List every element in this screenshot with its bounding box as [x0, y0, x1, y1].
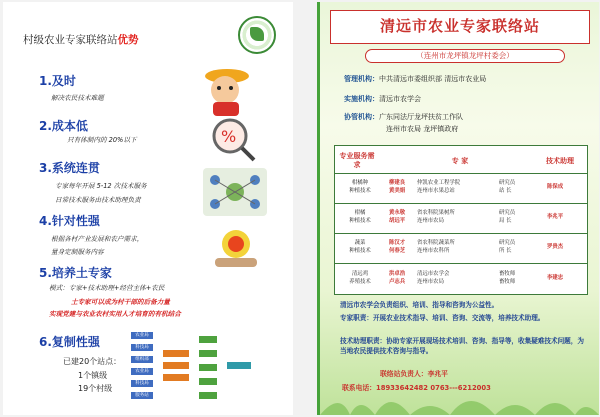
assistant-name: 李兆平 [547, 214, 564, 220]
expert-names: 洪卓浩 卢志兵 [389, 271, 406, 285]
flow-box: 组织部 [131, 356, 153, 363]
section-sub-2: 只有体制内的 20%以下 [67, 136, 137, 144]
table-header-need: 专业服务需求 [339, 152, 375, 169]
para-expert-duty: 专家职责：开展农业技术指导、培训、咨询、交流等，培养技术助理。 [340, 314, 545, 322]
table-row [335, 263, 587, 295]
flow-box-right [199, 350, 217, 357]
section-heading-1: 1.及时 [39, 74, 76, 88]
section-heading-5: 5.培养土专家 [39, 266, 112, 280]
para-assistant-duty: 技术助理职责：协助专家开展现场技术培训、咨询、指导等，收集疑难技术问题，为当地农民提供技术咨询与指导。 [340, 337, 584, 355]
expert-table [334, 145, 588, 295]
section-sub-3a: 专家每年开展 5-12 次技术服务 [55, 182, 147, 190]
grass-decoration-icon [320, 381, 599, 415]
flow-box: 科技局 [131, 380, 153, 387]
section-sub-6c: 19个村级 [78, 384, 113, 393]
flow-box-right [199, 364, 217, 371]
section-sub-4a: 根据各村产业发展和农户需求， [51, 235, 144, 243]
cartoon-farmer-icon [199, 62, 255, 118]
expert-units: 省农科院果树所 连州市农局 [417, 210, 455, 224]
assistant-name: 李建忠 [547, 275, 564, 281]
table-row [335, 233, 587, 263]
table-header-experts: 专 家 [451, 157, 469, 165]
flow-box-right [199, 336, 217, 343]
section-sub-6b: 1个镇级 [78, 371, 108, 380]
para-association: 清远市农学会负责组织、培训、指导和咨询为公益性。 [340, 301, 499, 309]
contact-phone: 联系电话：18933642482 0763---6212003 [342, 384, 491, 392]
section-red-5b: 实现党建与农业农村实用人才培育的有机结合 [49, 310, 181, 318]
section-heading-2: 2.成本低 [39, 119, 88, 133]
flow-box-center [163, 374, 189, 381]
expert-titles: 研究员 局 长 [499, 210, 516, 224]
flow-box-end [227, 362, 251, 369]
org-line-2: 实施机构：清远市农学会 [344, 95, 421, 103]
section-sub-3b: 日常技术服务由技术助理负责 [55, 196, 141, 204]
section-red-5a: 土专家可以成为村干部的后备力量 [71, 298, 170, 306]
assistant-name: 陈保成 [547, 184, 564, 190]
station-subtitle: （连州市龙坪镇龙坪村委会） [365, 49, 565, 63]
table-header-assistant: 技术助理 [546, 157, 574, 165]
table-row [335, 203, 587, 233]
flow-box-center [163, 362, 189, 369]
flow-box: 农业局 [131, 332, 153, 339]
expert-names: 柳建良 黄美娟 [389, 180, 406, 194]
flow-box: 农业局 [131, 368, 153, 375]
assistant-name: 罗贵杰 [547, 244, 564, 250]
expert-units: 省农科院蔬菜所 连州市农科所 [417, 240, 455, 254]
need-cell: 蔬菜 种植技术 [349, 240, 371, 254]
section-heading-3: 3.系统连贯 [39, 161, 100, 175]
expert-names: 陈汉才 何春芝 [389, 240, 406, 254]
magnifier-discount-icon [206, 114, 258, 162]
right-brochure-panel [317, 2, 599, 415]
section-sub-1: 解决农民技术难题 [51, 94, 104, 102]
need-cell: 柑橘 种植技术 [349, 210, 371, 224]
flow-box: 科技局 [131, 344, 153, 351]
handshake-target-icon [209, 226, 263, 270]
expert-units: 仲凯农业工程学院 连州市水果总站 [417, 180, 461, 194]
station-title: 清远市农业专家联络站 [330, 10, 590, 44]
flow-box-right [199, 378, 217, 385]
flow-box-center [163, 350, 189, 357]
expert-titles: 研究员 站 长 [499, 180, 516, 194]
system-diagram-icon [203, 168, 267, 216]
agriculture-seal-icon [238, 16, 276, 54]
expert-titles: 研究员 所 长 [499, 240, 516, 254]
section-heading-6: 6.复制性强 [39, 335, 100, 349]
left-title: 村级农业专家联络站优势 [23, 34, 139, 46]
need-cell: 柑橘种 种植技术 [349, 180, 371, 194]
expert-titles: 畜牧师 畜牧师 [499, 271, 516, 285]
section-heading-4: 4.针对性强 [39, 214, 100, 228]
left-brochure-panel [3, 2, 293, 415]
flow-box: 服务站 [131, 392, 153, 399]
need-cell: 清远鸡 养殖技术 [349, 271, 371, 285]
expert-names: 黄永敬 胡远平 [389, 210, 406, 224]
org-line-4: 连州市农局 龙坪镇政府 [386, 125, 459, 133]
svg-text:%: % [221, 127, 237, 146]
expert-units: 清远市农学会 连州市农局 [417, 271, 450, 285]
org-line-1: 管理机构：中共清远市委组织部 清远市农业局 [344, 75, 487, 83]
org-line-3: 协管机构：广东同法厅龙坪扶贫工作队 [344, 113, 463, 121]
contact-person: 联络站负责人：李兆平 [380, 370, 448, 378]
table-row [335, 173, 587, 203]
flow-box-right [199, 392, 217, 399]
section-sub-6a: 已建20个站点： [63, 357, 122, 366]
section-sub-5: 模式：专家+技术助理+经营主体+农民 [49, 284, 165, 292]
section-sub-4b: 量身定制服务内容 [51, 248, 104, 256]
